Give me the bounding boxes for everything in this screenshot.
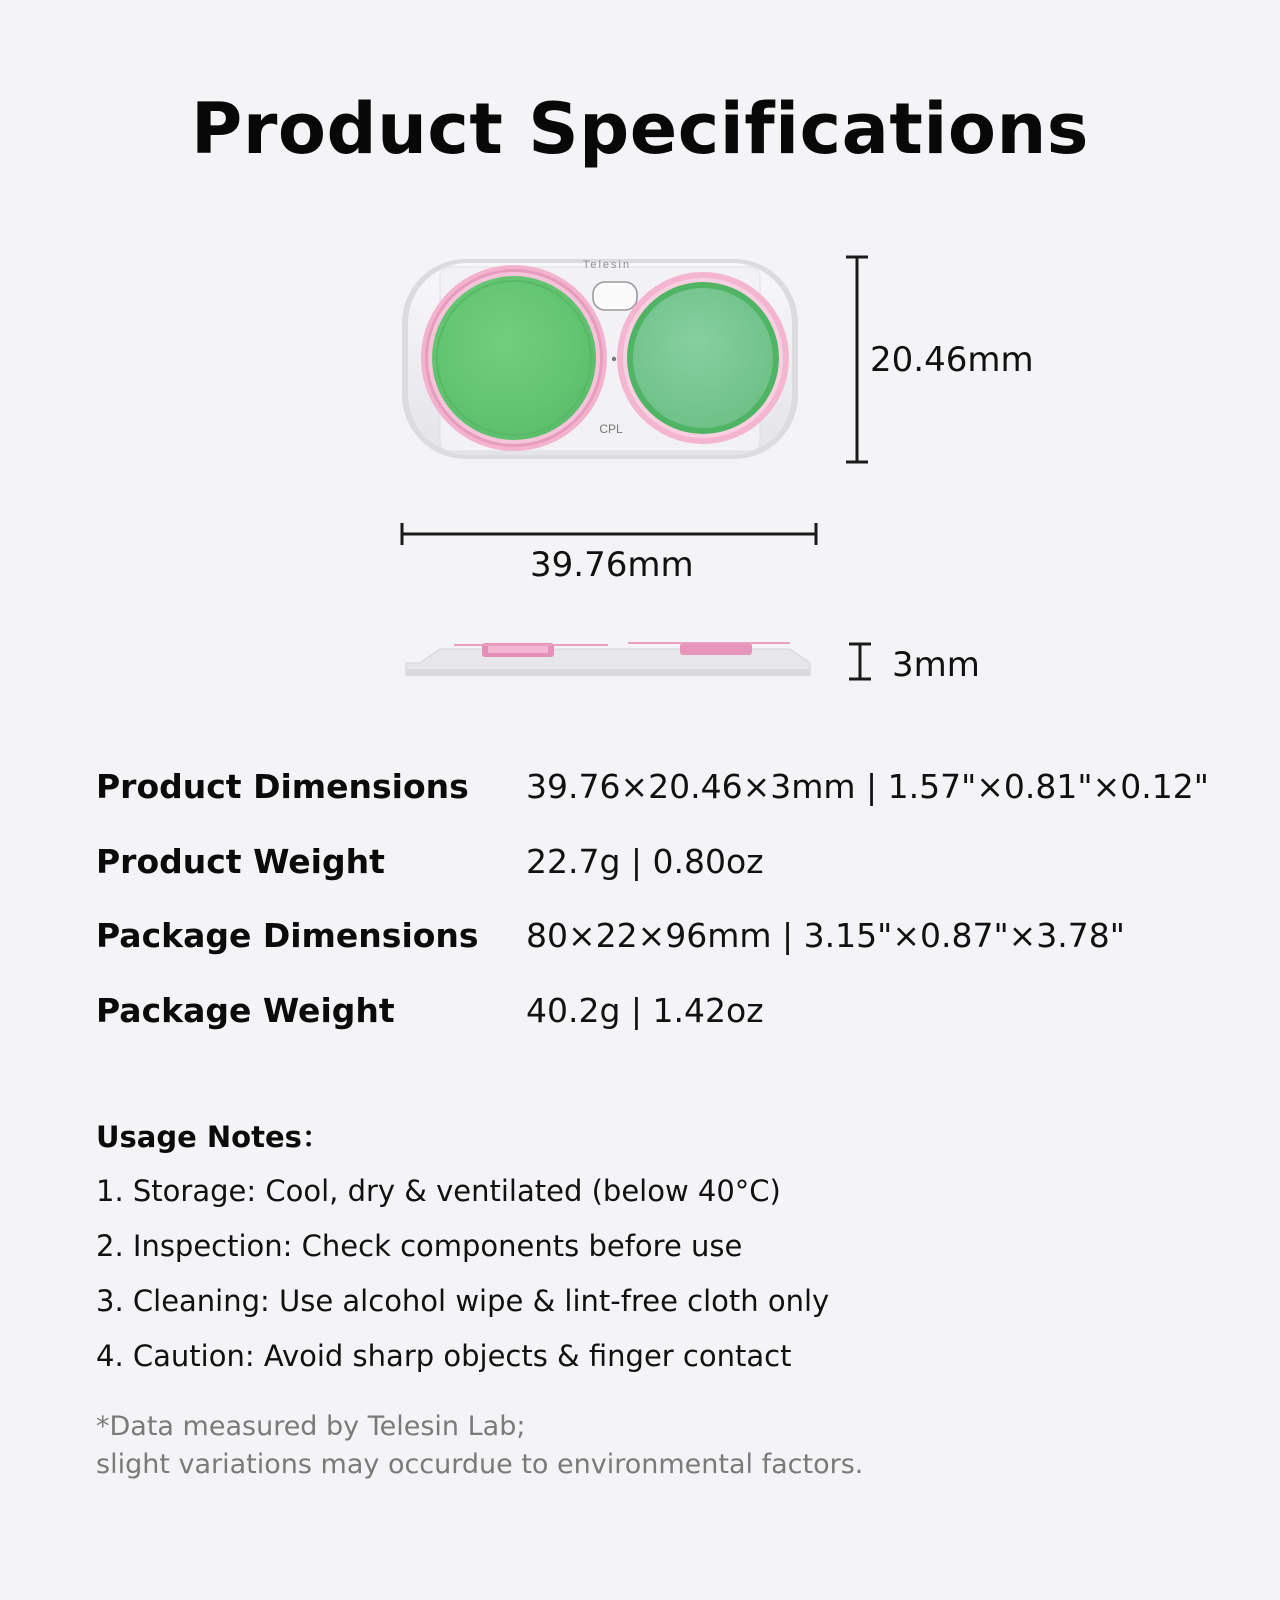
filter-case-side [406, 643, 810, 676]
list-item: 2. Inspection: Check components before use [96, 1229, 743, 1263]
page-title: Product Specifications [191, 88, 1089, 170]
spec-row-package-dimensions [96, 916, 1216, 991]
footnote [96, 1408, 863, 1484]
width-label: 39.76mm [530, 545, 694, 585]
product-figure [390, 245, 1050, 705]
product-illustration [390, 245, 1050, 705]
spec-table [96, 767, 1216, 1065]
spec-label: Package Weight [96, 990, 395, 1030]
list-item: 4. Caution: Avoid sharp objects & finger contact [96, 1339, 792, 1373]
spec-row-product-dimensions [96, 767, 1216, 842]
list-item: 3. Cleaning: Use alcohol wipe & lint-free cloth only [96, 1284, 830, 1318]
spec-label: Package Dimensions [96, 916, 479, 955]
height-label: 20.46mm [870, 340, 1034, 380]
spec-value: 22.7g | 0.80oz [526, 841, 764, 881]
height-dimension-bar [846, 257, 868, 462]
thickness-label: 3mm [892, 645, 980, 685]
spec-value: 39.76×20.46×3mm | 1.57"×0.81"×0.12" [526, 767, 1209, 806]
width-dimension-bar [402, 523, 816, 545]
brand-mark: Telesin [582, 259, 632, 271]
left-filter-lens [421, 265, 607, 451]
usage-notes-list [96, 1174, 1196, 1394]
spec-value: 80×22×96mm | 3.15"×0.87"×3.78" [526, 916, 1125, 955]
list-item: 1. Storage: Cool, dry & ventilated (below 40°C) [96, 1174, 781, 1208]
spec-label: Product Weight [96, 841, 385, 881]
spec-label: Product Dimensions [96, 767, 469, 806]
spec-value: 40.2g | 1.42oz [526, 990, 764, 1030]
usage-notes [96, 1115, 1196, 1394]
footnote-line: *Data measured by Telesin Lab; [96, 1411, 526, 1442]
right-filter-lens [617, 272, 789, 444]
footnote-line: slight variations may occurdue to environmental factors. [96, 1449, 864, 1480]
spec-row-package-weight [96, 991, 1216, 1066]
lens-marking: CPL [599, 422, 623, 436]
spec-row-product-weight [96, 842, 1216, 917]
thickness-dimension-bar [849, 644, 871, 679]
usage-notes-heading: Usage Notes： [96, 1120, 331, 1154]
